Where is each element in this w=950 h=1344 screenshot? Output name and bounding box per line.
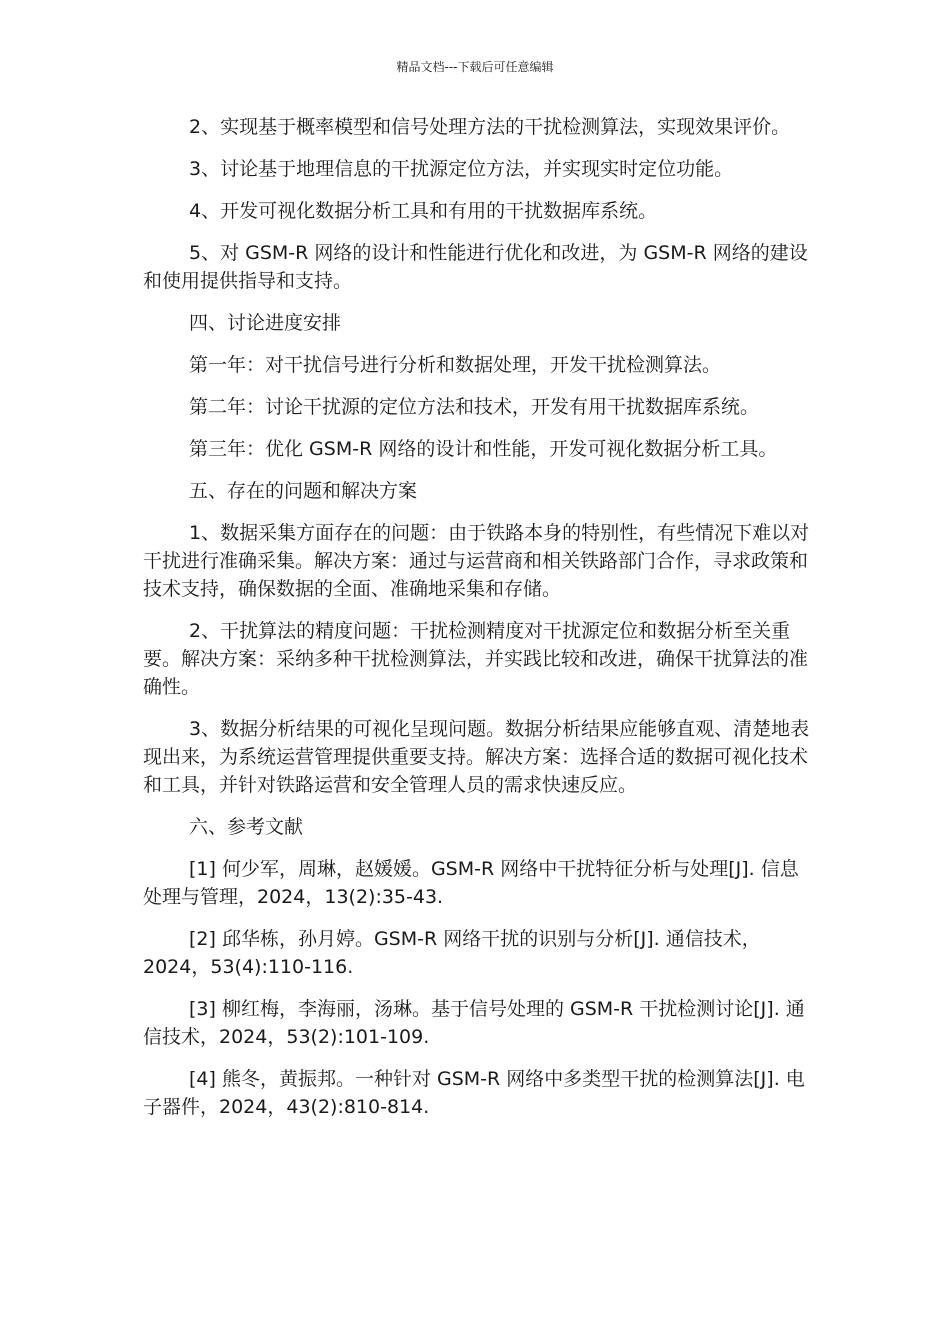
schedule-year-1: 第一年：对干扰信号进行分析和数据处理，开发干扰检测算法。 — [189, 354, 722, 376]
goal-item-5: 5、对 GSM-R 网络的设计和性能进行优化和改进，为 GSM-R 网络的建设和使用提供指导和支持。 — [143, 242, 808, 292]
goal-item-2: 2、实现基于概率模型和信号处理方法的干扰检测算法，实现效果评价。 — [189, 116, 791, 138]
reference-3: [3] 柳红梅，李海丽，汤琳。基于信号处理的 GSM-R 干扰检测讨论[J]. 通信技术，2024，53(2):101-109. — [143, 998, 805, 1048]
problem-item-1: 1、数据采集方面存在的问题：由于铁路本身的特别性，有些情况下难以对干扰进行准确采集。解决方案：通过与运营商和相关铁路部门合作，寻求政策和技术支持，确保数据的全面、准确地采集和存储。 — [143, 522, 810, 600]
problem-item-2: 2、干扰算法的精度问题：干扰检测精度对干扰源定位和数据分析至关重要。解决方案：采纳多种干扰检测算法，并实践比较和改进，确保干扰算法的准确性。 — [143, 620, 809, 698]
reference-4: [4] 熊冬，黄振邦。一种针对 GSM-R 网络中多类型干扰的检测算法[J]. 电子器件，2024，43(2):810-814. — [143, 1068, 805, 1118]
schedule-year-2: 第二年：讨论干扰源的定位方法和技术，开发有用干扰数据库系统。 — [189, 396, 760, 418]
goal-item-3: 3、讨论基于地理信息的干扰源定位方法，并实现实时定位功能。 — [189, 158, 734, 180]
section-heading-references: 六、参考文献 — [189, 816, 304, 838]
section-heading-problems: 五、存在的问题和解决方案 — [189, 480, 418, 502]
page-header: 精品文档---下载后可任意编辑 — [396, 60, 554, 74]
document-body — [143, 113, 811, 1135]
problem-item-3: 3、数据分析结果的可视化呈现问题。数据分析结果应能够直观、清楚地表现出来，为系统运营管理提供重要支持。解决方案：选择合适的数据可视化技术和工具，并针对铁路运营和安全管理人员的需求快速反应。 — [143, 718, 810, 796]
section-heading-schedule: 四、讨论进度安排 — [189, 312, 342, 334]
reference-1: [1] 何少军，周琳，赵媛媛。GSM-R 网络中干扰特征分析与处理[J]. 信息处理与管理，2024，13(2):35-43. — [143, 858, 799, 908]
goal-item-4: 4、开发可视化数据分析工具和有用的干扰数据库系统。 — [189, 200, 658, 222]
schedule-year-3: 第三年：优化 GSM-R 网络的设计和性能，开发可视化数据分析工具。 — [189, 438, 778, 460]
reference-2: [2] 邱华栋，孙月婷。GSM-R 网络干扰的识别与分析[J]. 通信技术，2024，53(4):110-116. — [143, 928, 761, 978]
